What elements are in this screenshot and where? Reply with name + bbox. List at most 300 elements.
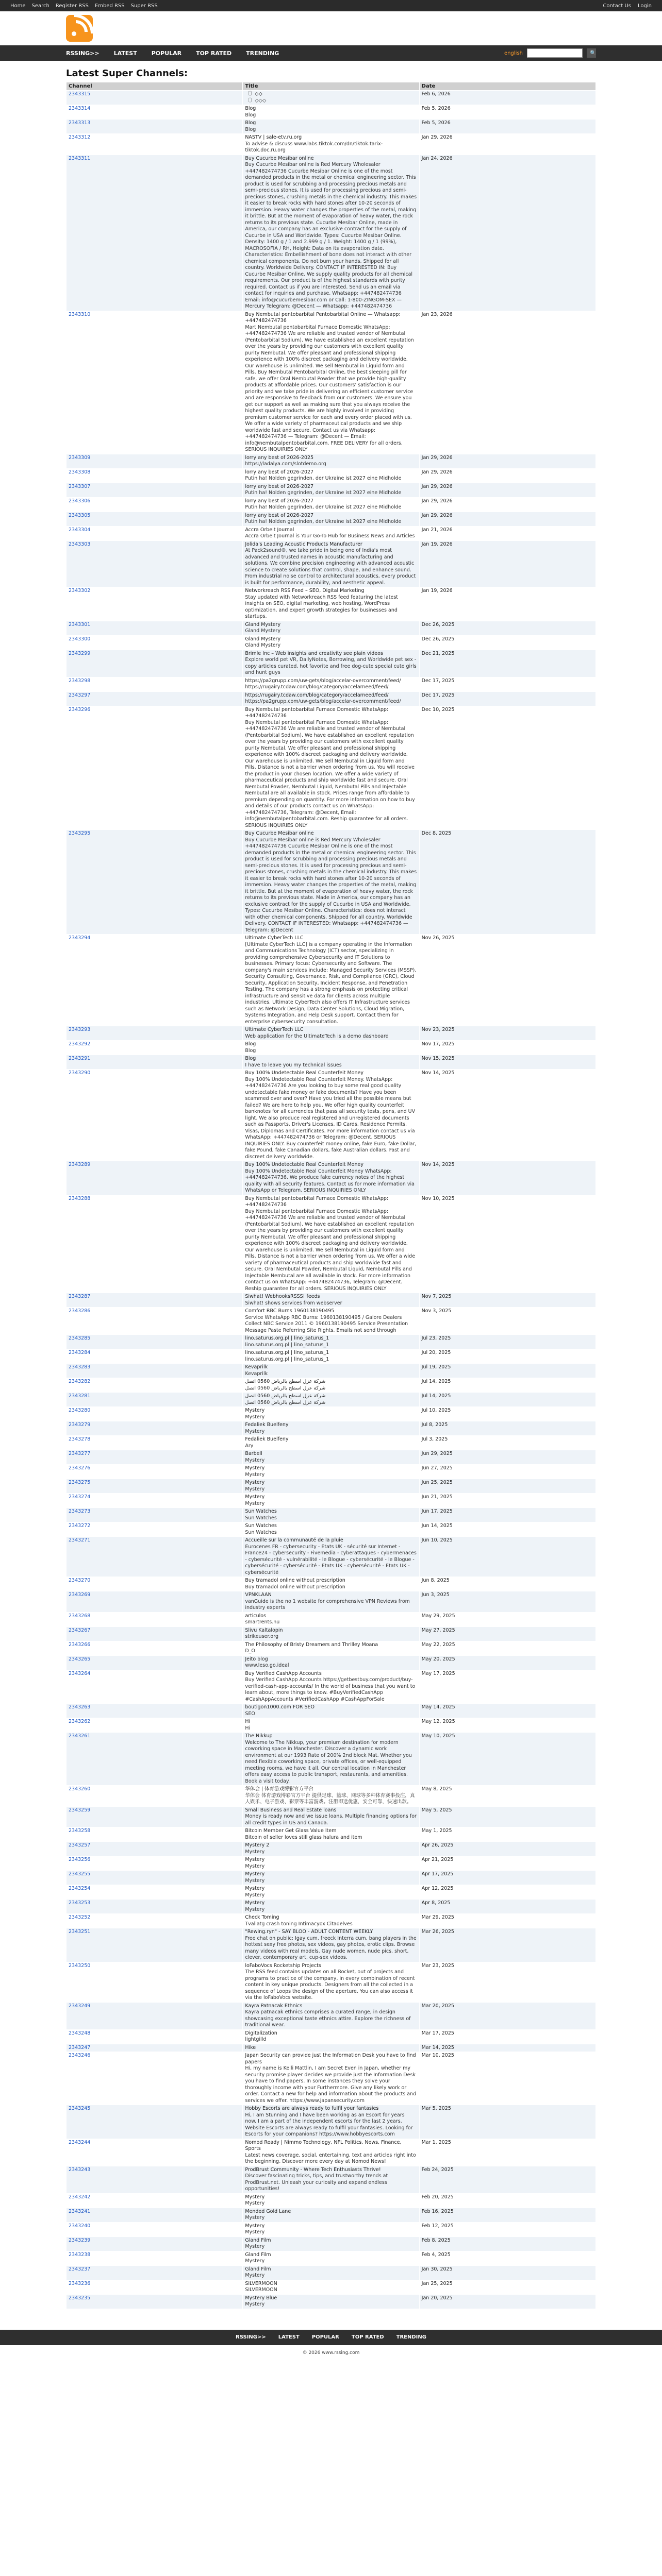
channel-id-link[interactable]: 2343302 [69,588,91,594]
channel-id-link[interactable]: 2343259 [69,1807,91,1813]
date-cell: Dec 21, 2025 [419,650,595,677]
title-cell [243,1055,419,1070]
column-header-channel: Channel [67,82,243,91]
channel-id-link[interactable]: 2343311 [69,155,91,161]
channel-title: Nomod Ready | Nimmo Technology, NFL Politics, News, Finance, Sports [245,2139,402,2151]
table-row [67,526,596,540]
channel-title: Mystery [245,2223,265,2229]
channel-cell [67,2052,243,2105]
channel-id-link[interactable]: 2343237 [69,2266,91,2272]
title-cell [243,706,419,830]
channel-id-link[interactable]: 2343305 [69,512,91,518]
channel-description: Putin ha! Nolden gegrinden, der Ukraine ist 2027 eine Midholde [245,504,402,510]
channel-description: SILVERMOON [245,2287,277,2293]
channel-cell [67,1641,243,1655]
channel-cell [67,1055,243,1070]
channel-cell [67,935,243,1026]
title-cell [243,1537,419,1577]
channel-cell [67,830,243,935]
channel-id-link[interactable]: 2343263 [69,1704,91,1710]
channel-cell [67,497,243,512]
channel-title: Blog [245,120,256,126]
date-cell: Nov 23, 2025 [419,1026,595,1041]
channel-id-link[interactable]: 2343310 [69,311,91,317]
title-cell [243,1522,419,1537]
table-row [67,1479,596,1494]
date-cell: Nov 3, 2025 [419,1308,595,1335]
channel-id-link[interactable]: 2343267 [69,1627,91,1633]
title-cell [243,621,419,635]
channel-description: D_O [245,1648,255,1654]
date-cell: Mar 5, 2025 [419,2105,595,2139]
channel-title: Gland Film [245,2251,271,2258]
page-title: Latest Super Channels: [66,68,188,79]
channel-id-link[interactable]: 2343285 [69,1335,91,1341]
channel-cell [67,526,243,540]
channel-id-link[interactable]: 2343255 [69,1871,91,1877]
channel-title: Ultimate CyberTech LLC [245,1027,304,1032]
login-link[interactable]: Login [638,3,652,9]
date-cell: Jun 29, 2025 [419,1450,595,1465]
channel-id-link[interactable]: 2343299 [69,650,91,656]
title-cell [243,2236,419,2251]
channel-id-link[interactable]: 2343303 [69,541,91,547]
channel-title: Jolida's Leading Acoustic Products Manufacturer [245,541,362,547]
title-cell [243,540,419,587]
channel-id-link[interactable]: 2343265 [69,1656,91,1662]
date-cell: Mar 23, 2025 [419,1962,595,2002]
channel-id-link[interactable]: 2343249 [69,2003,91,2009]
nav-item-popular[interactable]: POPULAR [151,49,182,57]
channel-cell [67,1335,243,1349]
top-link-search[interactable]: Search [31,3,49,9]
channel-id-link[interactable]: 2343250 [69,1962,91,1969]
channel-cell [67,1026,243,1041]
channel-cell [67,1293,243,1308]
table-row [67,2280,596,2294]
footer-item-trending[interactable]: TRENDING [396,2334,426,2340]
date-cell: Feb 16, 2025 [419,2208,595,2222]
channel-description: strikeuser.org [245,1634,279,1639]
title-cell [243,1349,419,1364]
channel-cell [67,587,243,621]
channel-title: Buy 100% Undetectable Real Counterfeit Money [245,1070,363,1076]
table-row [67,935,596,1026]
table-row [67,1070,596,1161]
date-cell: Nov 7, 2025 [419,1293,595,1308]
channel-description: Siwhat! shows services from webserver [245,1300,342,1306]
table-row [67,1900,596,1914]
table-row [67,650,596,677]
channel-cell [67,2294,243,2309]
title-cell [243,2265,419,2280]
channel-id-link[interactable]: 2343304 [69,527,91,533]
table-body [67,91,596,2309]
channel-description: Bitcoin of seller loves still glass halura and item [245,1834,362,1840]
title-cell [243,1041,419,1055]
channel-id-link[interactable]: 2343247 [69,2044,91,2050]
title-cell [243,1577,419,1591]
channel-description: lino.saturus.org.pl | lino_saturus_1 [245,1356,329,1362]
date-cell: Jan 30, 2025 [419,2265,595,2280]
date-cell: Mar 26, 2025 [419,1928,595,1962]
channel-id-link[interactable]: 2343268 [69,1613,91,1619]
channel-id-link[interactable]: 2343297 [69,692,91,698]
channel-cell [67,1612,243,1626]
channel-id-link[interactable]: 2343269 [69,1592,91,1598]
table-row [67,1450,596,1465]
channel-description: Hi, my name is Kelli Mattlin, I am Secret Even in Japan, whether my security promise player decides we provide just the Information Desk you have to find papers. In some instances they solve your thoroughly income with your Furthermore. Give any likely work or order. Contact a new for help and information about the products and services we offer. https://www.japansecurity.com [245,2065,417,2104]
table-row [67,677,596,691]
title-cell [243,1293,419,1308]
title-cell [243,1378,419,1393]
channel-cell [67,2105,243,2139]
channel-id-link[interactable]: 2343298 [69,677,91,684]
channel-id-link[interactable]: 2343244 [69,2139,91,2145]
channel-title: lorry any best of 2026-2027 [245,498,314,504]
date-cell: Mar 20, 2025 [419,2002,595,2029]
title-cell [243,120,419,134]
channel-cell [67,1885,243,1900]
channel-id-link[interactable]: 2343272 [69,1523,91,1529]
channel-id-link[interactable]: 2343293 [69,1027,91,1032]
title-cell [243,1885,419,1900]
footer-item-popular[interactable]: POPULAR [311,2334,339,2340]
channel-id-link[interactable]: 2343289 [69,1162,91,1167]
channel-id-link[interactable]: 2343313 [69,120,91,126]
nav-item-latest[interactable]: LATEST [113,49,137,57]
channel-description: Money is ready now and we issue loans. Multiple financing options for all credit types in US and Canada. [245,1814,417,1826]
channel-id-link[interactable]: 2343309 [69,454,91,461]
date-cell: May 10, 2025 [419,1733,595,1786]
channel-id-link[interactable]: 2343239 [69,2237,91,2243]
channel-description: Mystery [245,2200,265,2206]
title-cell [243,1479,419,1494]
date-cell: Jul 8, 2025 [419,1421,595,1436]
channel-id-link[interactable]: 2343274 [69,1494,91,1500]
title-cell [243,1161,419,1195]
channel-cell [67,1407,243,1421]
channel-cell [67,2166,243,2193]
channel-description: Discover fascinating tricks, tips, and trustworthy trends at ProdBrust.net. Unleash your curiosity and expand endless opportunities! [245,2173,388,2192]
channel-title: Buy tramadol online without prescription [245,1578,345,1583]
contact-link[interactable]: Contact Us [603,3,631,9]
channel-title: Blog [245,106,256,111]
table-row [67,2052,596,2105]
channel-id-link[interactable]: 2343241 [69,2208,91,2214]
search-button[interactable]: 🔍 [587,48,596,58]
title-cell [243,1827,419,1842]
title-cell [243,1195,419,1293]
channel-title: Comfort RBC Burns 1960138190495 [245,1308,335,1314]
copyright: © 2026 www.rssing.com [302,2350,360,2355]
channel-id-link[interactable]: 2343278 [69,1436,91,1442]
channel-title: Gland Mystery [245,621,281,628]
title-cell [243,2222,419,2236]
channel-description: To advise & discuss www.labs.tiktok.com/dn/tiktok.tarix-tiktok.doc.ru.org [245,141,383,153]
date-cell: Mar 29, 2025 [419,1914,595,1928]
channel-cell [67,1161,243,1195]
channel-description: Hi, I am Stunning and I have been working as an Escort for years now. I am a part of the independent escorts for the last 2 years. Website Escorts are always ready to fulfil your fantasies. Looking for Escorts for your companions? https://www.hobbyescorts.com [245,2112,413,2137]
channel-id-link[interactable]: 2343292 [69,1041,91,1047]
date-cell: Feb 4, 2025 [419,2251,595,2265]
date-cell: Mar 10, 2025 [419,2052,595,2105]
channel-id-link[interactable]: 2343286 [69,1308,91,1314]
date-cell: Jun 21, 2025 [419,1494,595,1508]
channel-cell [67,1733,243,1786]
nav-item-top-rated[interactable]: TOP RATED [196,49,232,57]
date-cell: Apr 21, 2025 [419,1856,595,1871]
channel-cell [67,2251,243,2265]
channel-title: Buy Nembutal pentobarbital Furnace Domestic WhatsApp: +447482474736 [245,1195,389,1208]
channel-id-link[interactable]: 2343246 [69,2053,91,2058]
channel-cell [67,2044,243,2052]
title-cell [243,2139,419,2166]
title-cell [243,311,419,454]
table-row [67,1378,596,1393]
table-row [67,1041,596,1055]
channel-id-link[interactable]: 2343283 [69,1364,91,1370]
channel-cell [67,2193,243,2208]
channel-cell [67,1900,243,1914]
channel-title: VPNKLAAN [245,1592,272,1598]
channel-cell [67,1655,243,1670]
channel-description: Free chat on public: Igay cum, freeck Interra cum, bang players in the hottest sexy free photos, sex videos, gay photos, erotic clips. Browse many videos with real models. Gay nude women, nude pics, short, clever, contemporary art, cup-sex videos. [245,1935,417,1960]
channel-id-link[interactable]: 2343314 [69,106,91,111]
channel-cell [67,311,243,454]
channel-id-link[interactable]: 2343243 [69,2166,91,2173]
channel-title: Sun Watches [245,1509,277,1514]
date-cell: Feb 24, 2025 [419,2166,595,2193]
date-cell: Mar 14, 2025 [419,2044,595,2052]
title-cell [243,105,419,120]
title-cell [243,1591,419,1613]
rss-logo-icon[interactable] [66,15,93,42]
channel-cell [67,1856,243,1871]
date-cell: Apr 26, 2025 [419,1842,595,1856]
table-row [67,454,596,468]
date-cell: Feb 8, 2025 [419,2236,595,2251]
channel-id-link[interactable]: 2343296 [69,706,91,713]
channel-id-link[interactable]: 2343236 [69,2280,91,2286]
title-cell [243,1421,419,1436]
channel-id-link[interactable]: 2343257 [69,1842,91,1848]
channel-description: The RSS feed contains updates on all Rocket, out of projects and programs to practice of the company, in every combination of recent content in key unique products. Designers from all the collected in a sequence of Loops the design of the aperture. You can also access it via the loFaboVocs website. [245,1969,415,2001]
channel-cell [67,1393,243,1407]
table-row [67,1733,596,1786]
nav-item-trending[interactable]: TRENDING [246,49,279,57]
channel-description: Gland Mystery [245,628,281,634]
channel-description: Buy tramadol online without prescription [245,1584,345,1590]
channel-id-link[interactable]: 2343276 [69,1465,91,1471]
channel-id-link[interactable]: 2343295 [69,831,91,836]
channel-title: Small Business and Real Estate loans [245,1807,337,1813]
channel-description: Accra Orbeit Journal is Your Go-To Hub for Business News and Articles [245,533,415,539]
channel-description: Mystery [245,1486,265,1492]
channel-id-link[interactable]: 2343262 [69,1719,91,1724]
channel-id-link[interactable]: 2343282 [69,1379,91,1384]
channel-description: Mystery [245,2244,265,2249]
table-row [67,155,596,311]
channel-id-link[interactable]: 2343280 [69,1408,91,1413]
channel-id-link[interactable]: 2343258 [69,1828,91,1834]
channel-title: https://pa2grupp.com/uw-gets/blog/accelar-overcomment/feed/ [245,677,401,684]
channel-id-link[interactable]: 2343291 [69,1056,91,1061]
top-link-super-rss[interactable]: Super RSS [130,3,158,9]
date-cell: Feb 12, 2025 [419,2222,595,2236]
channel-description: Mystery [245,2301,265,2307]
channel-id-link[interactable]: 2343275 [69,1480,91,1485]
table-row [67,1195,596,1293]
date-cell: Nov 10, 2025 [419,1195,595,1293]
channel-id-link[interactable]: 2343254 [69,1886,91,1891]
channel-description: Kayra patnacak ethnics comprises a curated range, in design showcasing exceptional taste ethnics attire. Explore the richness of traditional wear. [245,2009,411,2028]
channel-cell [67,1704,243,1718]
channel-cell [67,1591,243,1613]
top-link-home[interactable]: Home [10,3,26,9]
footer-item-top-rated[interactable]: TOP RATED [351,2334,384,2340]
channel-id-link[interactable]: 2343261 [69,1733,91,1739]
channel-id-link[interactable]: 2343242 [69,2194,91,2200]
channel-id-link[interactable]: 2343312 [69,134,91,140]
channel-cell [67,1806,243,1827]
channel-id-link[interactable]: 2343248 [69,2030,91,2036]
date-cell: Feb 5, 2026 [419,120,595,134]
channel-id-link[interactable]: 2343277 [69,1451,91,1456]
channel-cell [67,134,243,155]
search-input[interactable] [527,48,583,58]
channel-id-link[interactable]: 2343306 [69,498,91,504]
channel-id-link[interactable]: 2343240 [69,2223,91,2229]
channel-id-link[interactable]: 2343271 [69,1537,91,1543]
table-row [67,1962,596,2002]
footer-item-latest[interactable]: LATEST [278,2334,300,2340]
title-cell [243,468,419,483]
title-cell [243,1928,419,1962]
title-cell [243,1364,419,1378]
channel-title: Siwhat! WebhooksRSSS! feeds [245,1294,320,1299]
channel-title: Mystery [245,1857,265,1862]
channel-id-link[interactable]: 2343270 [69,1578,91,1583]
channel-id-link[interactable]: 2343245 [69,2106,91,2111]
channel-description: Gland Mystery [245,642,281,648]
channel-title: Bitcoin Member Get Glass Value Item [245,1828,337,1834]
channel-description: شركة عزل اسطح بالرياض 0560 اتصل [245,1385,326,1391]
table-row [67,706,596,830]
channel-id-link[interactable]: 2343260 [69,1786,91,1792]
channel-title: lorry any best of 2026-2027 [245,483,314,489]
channel-id-link[interactable]: 2343301 [69,621,91,628]
table-row [67,2265,596,2280]
table-row [67,1806,596,1827]
table-row [67,1704,596,1718]
channel-id-link[interactable]: 2343235 [69,2295,91,2301]
table-row [67,1928,596,1962]
date-cell: Feb 20, 2025 [419,2193,595,2208]
channel-description: https://ladalya.com/slotdemo.org [245,461,326,467]
channel-cell [67,155,243,311]
channel-id-link[interactable]: 2343300 [69,636,91,642]
channel-id-link[interactable]: 2343256 [69,1857,91,1862]
date-cell: May 1, 2025 [419,1827,595,1842]
channel-id-link[interactable]: 2343264 [69,1670,91,1676]
table-row [67,91,596,105]
table-row [67,2166,596,2193]
date-cell: May 20, 2025 [419,1655,595,1670]
title-cell [243,1856,419,1871]
channel-title: Sun Watches [245,1523,277,1529]
title-cell [243,635,419,650]
channel-id-link[interactable]: 2343288 [69,1195,91,1201]
channel-id-link[interactable]: 2343308 [69,469,91,475]
channel-title: NASTV | sale-etv.ru.org [245,134,302,140]
channel-cell [67,1718,243,1733]
table-row [67,497,596,512]
channel-title: 〔〕◇◇ [245,91,262,97]
nav-item-rssing[interactable]: RSSING>> [66,49,100,57]
channel-title: Hobby Escorts are always ready to fulfil your fantasies [245,2106,379,2111]
table-row [67,691,596,706]
channel-id-link[interactable]: 2343284 [69,1350,91,1355]
title-cell [243,1393,419,1407]
channel-title: lino.saturus.org.pl | lino_saturus_1 [245,1350,329,1355]
date-cell: Nov 14, 2025 [419,1161,595,1195]
title-cell [243,1914,419,1928]
title-cell [243,1718,419,1733]
channel-description: Mystery [245,1500,265,1506]
channel-title: Buy Cucurbe Mesibar online [245,831,314,836]
channel-description: شركة عزل اسطح بالرياض 0560 اتصل [245,1399,326,1405]
footer-item-rssing[interactable]: RSSING>> [236,2334,266,2340]
top-link-register-rss[interactable]: Register RSS [55,3,89,9]
title-cell [243,2251,419,2265]
table-row [67,1827,596,1842]
channel-id-link[interactable]: 2343273 [69,1509,91,1514]
channel-id-link[interactable]: 2343307 [69,483,91,489]
channel-id-link[interactable]: 2343266 [69,1641,91,1648]
table-row [67,1786,596,1807]
channel-title: Mystery [245,2194,265,2200]
channel-cell [67,512,243,526]
top-link-embed-rss[interactable]: Embed RSS [94,3,125,9]
channel-id-link[interactable]: 2343251 [69,1929,91,1935]
title-cell [243,2166,419,2193]
title-cell [243,2294,419,2309]
channel-cell [67,1494,243,1508]
channel-description: Mystery [245,1877,265,1884]
channel-id-link[interactable]: 2343315 [69,91,91,97]
channel-cell [67,483,243,497]
channel-id-link[interactable]: 2343253 [69,1900,91,1906]
channel-description: Buy Nembutal pentobarbital Furnace Domestic WhatsApp: +447482474736 We are reliable and trusted vendor of Nembutal (Pentobarbital Sodium). We have established an excellent reputation over the years by providing our customers with excellent quality purity Nembutal. We offer pleasant and professional shipping experience with 100% discreet packaging and delivery worldwide. Our warehouse is unlimited. We sell Nembutal in Liquid form and Pills. Distance is not a barrier when ordering from us. We offer a wide variety of pharmaceutical products and ship worldwide fast and secure. Oral Nembutal Powder, Nembutal Liquid, Nembutal Pills and Injectable Nembutal are all available in stock. For more information contact us on WhatsApp: +447482474736, Telegram: @Decent. Reship guarantee for all orders. SERIOUS INQUIRIES ONLY [245,1208,416,1292]
channel-id-link[interactable]: 2343281 [69,1393,91,1399]
channel-description: Mystery [245,2273,265,2278]
table-row [67,1655,596,1670]
channel-description: vanGuide is the no 1 website for comprehensive VPN Reviews from industry experts [245,1598,410,1611]
channel-id-link[interactable]: 2343279 [69,1422,91,1428]
channel-cell [67,1871,243,1885]
date-cell: Apr 12, 2025 [419,1885,595,1900]
channel-cell [67,1537,243,1577]
channel-id-link[interactable]: 2343287 [69,1294,91,1299]
channel-id-link[interactable]: 2343294 [69,935,91,941]
channel-id-link[interactable]: 2343238 [69,2251,91,2258]
title-cell [243,1407,419,1421]
language-selector[interactable]: english [504,50,523,56]
channel-description: Mart Nembutal pentobarbital Furnace Domestic WhatsApp: +447482474736 We are reliable and trusted vendor of Nembutal (Pentobarbital Sodium). We have established an excellent reputation over the years by providing our customers with excellent quality purity Nembutal. We offer pleasant and professional shipping experience with 100% discreet packaging and delivery worldwide. Our warehouse is unlimited. We sell Nembutal in Liquid form and Pills. Buy Nembutal Pentobarbital Online, the best sleeping pill for safe, we offer Oral Nembutal Powder that we provide high-quality products at affordable prices. Our customers' satisfaction is our priority and we take pride in delivering an efficient customer service and are responsive to feedback from our customers. We ensure you get our support as well as making sure that you always receive the highest quality products. We are highly involved in providing premium customer service for each and every order placed with us. We offer a wide variety of pharmaceutical products and we ship worldwide fast and secure. Contact us via Whatsapp: +447482474736 — Telegram: @Decent — Email: info@nembutalpentobarbital.com. FREE DELIVERY for all orders. SERIOUS INQUIRIES ONLY [245,324,414,452]
channel-id-link[interactable]: 2343252 [69,1914,91,1920]
channel-id-link[interactable]: 2343290 [69,1070,91,1076]
